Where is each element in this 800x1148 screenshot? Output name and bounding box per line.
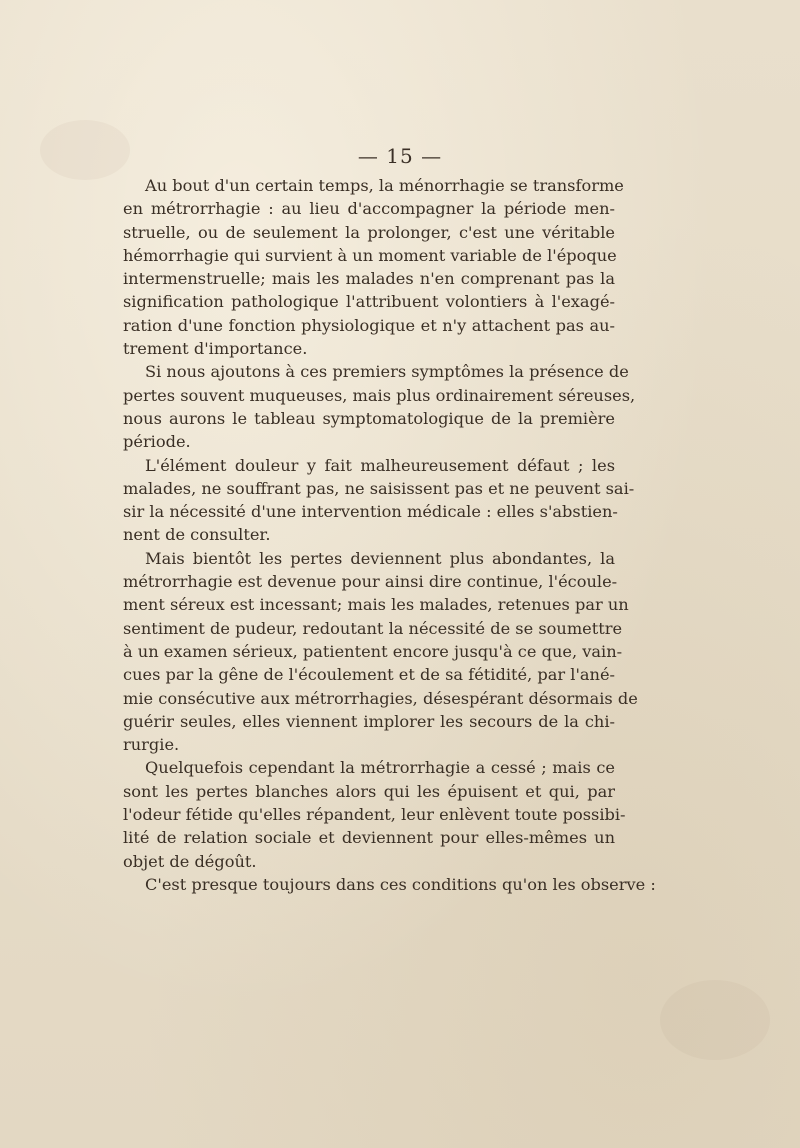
text-line: nent de consulter. (123, 525, 271, 545)
text-line: lité de relation sociale et deviennent pour elles-mêmes un (123, 828, 615, 848)
text-line: métrorrhagie est devenue pour ainsi dire continue, l'écoule- (123, 572, 618, 592)
text-line: intermenstruelle; mais les malades n'en comprenant pas la (123, 269, 615, 289)
text-line: l'odeur fétide qu'elles répandent, leur enlèvent toute possibi- (123, 805, 626, 825)
text-line: L'élément douleur y fait malheureusement défaut ; les (145, 455, 615, 475)
text-line: mie consécutive aux métrorrhagies, désespérant désormais de (123, 688, 638, 708)
text-line: sentiment de pudeur, redoutant la nécessité de se soumettre (123, 618, 623, 638)
text-line: rurgie. (123, 735, 180, 755)
text-line: ration d'une fonction physiologique et n'y attachent pas au- (123, 315, 615, 335)
text-line: sir la nécessité d'une intervention médicale : elles s'abstien- (123, 502, 618, 522)
text-line: guérir seules, elles viennent implorer les secours de la chi- (123, 711, 615, 731)
text-line: signification pathologique l'attribuent volontiers à l'exagé- (123, 292, 615, 312)
text-line: Mais bientôt les pertes deviennent plus abondantes, la (145, 548, 615, 568)
text-line: sont les pertes blanches alors qui les épuisent et qui, par (123, 781, 615, 801)
text-line: Si nous ajoutons à ces premiers symptômes la présence de (145, 362, 629, 382)
text-line: cues par la gêne de l'écoulement et de sa fétidité, par l'ané- (123, 665, 616, 685)
text-line: Au bout d'un certain temps, la ménorrhagie se transforme (145, 176, 624, 195)
text-line: à un examen sérieux, patientent encore jusqu'à ce que, vain- (123, 641, 623, 661)
paper-stain (660, 980, 770, 1060)
text-line: nous aurons le tableau symptomatologique de la première (123, 408, 615, 428)
text-line: période. (123, 432, 191, 452)
text-line: pertes souvent muqueuses, mais plus ordinairement séreuses, (123, 385, 636, 405)
paragraph (123, 360, 636, 453)
paragraph (123, 873, 656, 896)
text-line: ment séreux est incessant; mais les malades, retenues par un (123, 595, 629, 615)
paragraph (123, 756, 626, 872)
text-line: struelle, ou de seulement la prolonger, c'est une véritable (123, 222, 615, 242)
paragraph (123, 174, 624, 360)
text-line: hémorrhagie qui survient à un moment variable de l'époque (123, 245, 617, 265)
paragraph (123, 454, 635, 547)
paragraph (123, 547, 638, 757)
text-line: C'est presque toujours dans ces conditions qu'on les observe : (145, 874, 656, 894)
text-line: en métrorrhagie : au lieu d'accompagner la période men- (123, 199, 615, 219)
text-line: Quelquefois cependant la métrorrhagie a cessé ; mais ce (145, 758, 615, 778)
page-number: — 15 — (357, 144, 443, 168)
text-line: objet de dégoût. (123, 851, 257, 871)
text-line: malades, ne souffrant pas, ne saisissent pas et ne peuvent sai- (123, 478, 635, 498)
body-text (123, 174, 656, 896)
text-line: trement d'importance. (123, 339, 308, 359)
